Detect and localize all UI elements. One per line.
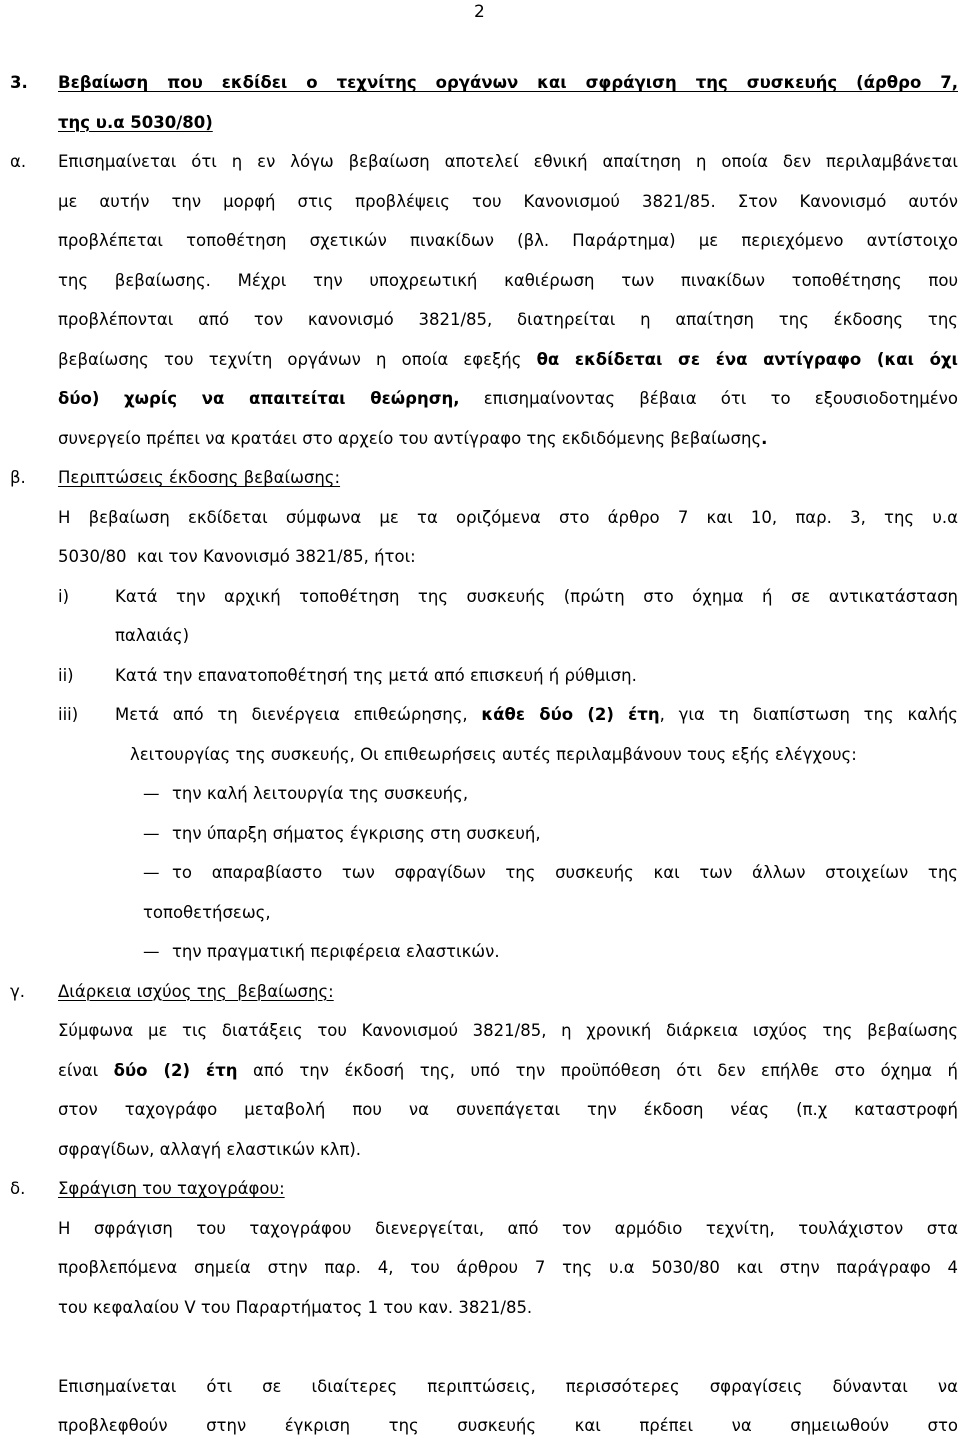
subheading-row xyxy=(0,1169,960,1209)
paragraph-line xyxy=(0,1288,960,1328)
part-d-label: δ. xyxy=(10,1179,26,1198)
plain-text: βεβαίωσης του τεχνίτη οργάνων η οποία εφεξής xyxy=(58,349,537,369)
dash-bullet: — xyxy=(143,942,160,961)
paragraph-line xyxy=(0,1209,960,1249)
part-a-line: προβλέπεται τοποθέτηση σχετικών πινακίδων (βλ. Παράρτημα) με περιεχόμενο αντίστοιχο xyxy=(58,231,958,250)
part-a-label: α. xyxy=(10,152,27,171)
part-c-line: σφραγίδων, αλλαγή ελαστικών κλπ). xyxy=(58,1139,362,1159)
check-item-text: την καλή λειτουργία της συσκευής, xyxy=(172,784,469,803)
part-a-line xyxy=(58,419,958,459)
part-a-line: Επισημαίνεται ότι η εν λόγω βεβαίωση αποτελεί εθνική απαίτηση η οποία δεν περιλαμβάνεται xyxy=(58,152,958,171)
section-title-line-2: της υ.α 5030/80) xyxy=(58,112,213,132)
bold-text: κάθε δύο (2) έτη xyxy=(481,705,660,724)
section-title-line-1: Βεβαίωση που εκδίδει ο τεχνίτης οργάνων και σφράγιση της συσκευής (άρθρο 7, xyxy=(58,73,958,92)
part-d-line: προβλεπόμενα σημεία στην παρ. 4, του άρθρου 7 της υ.α 5030/80 και στην παράγραφο 4 xyxy=(58,1258,958,1277)
check-item xyxy=(0,853,960,893)
check-item-continuation xyxy=(0,893,960,933)
paragraph-line xyxy=(0,182,960,222)
blank-line xyxy=(0,1327,960,1367)
section-heading-row xyxy=(0,63,960,103)
paragraph-line xyxy=(0,498,960,538)
part-b-label: β. xyxy=(10,468,26,487)
check-item-text: τοποθετήσεως, xyxy=(143,902,271,922)
paragraph-line xyxy=(0,1367,960,1407)
note-line: προβλεφθούν στην έγκριση της συσκευής και πρέπει να σημειωθούν στο xyxy=(58,1416,958,1435)
paragraph-line xyxy=(0,419,960,459)
part-d-heading-wrap xyxy=(58,1169,958,1209)
part-a-line: με αυτήν την μορφή στις προβλέψεις του Κανονισμού 3821/85. Στον Κανονισμό αυτόν xyxy=(58,191,958,211)
part-c-heading: Διάρκεια ισχύος της βεβαίωσης: xyxy=(58,981,334,1001)
paragraph-line xyxy=(0,379,960,419)
list-item-label: i) xyxy=(58,586,70,606)
check-item-text: το απαραβίαστο των σφραγίδων της συσκευής και των άλλων στοιχείων της xyxy=(172,863,958,882)
plain-text: Μετά από τη διενέργεια επιθεώρησης, xyxy=(115,705,482,724)
paragraph-line xyxy=(0,1051,960,1091)
part-c-label: γ. xyxy=(10,981,26,1001)
bold-text: θα εκδίδεται σε ένα αντίγραφο (και όχι xyxy=(536,349,958,369)
plain-text: επισημαίνοντας βέβαια ότι το εξουσιοδοτημένο xyxy=(459,389,958,408)
paragraph-line xyxy=(0,1090,960,1130)
part-a-line xyxy=(58,379,958,419)
list-item-continuation xyxy=(0,735,960,775)
list-item-text: παλαιάς) xyxy=(115,626,190,645)
paragraph-line xyxy=(0,537,960,577)
document-body xyxy=(0,63,960,1439)
part-c-heading-wrap xyxy=(58,972,958,1012)
list-item-text: Κατά την επανατοποθέτησή της μετά από επισκευή ή ρύθμιση. xyxy=(115,665,637,685)
part-c-line: Σύμφωνα με τις διατάξεις του Κανονισμού 3821/85, η χρονική διάρκεια ισχύος της βεβαίωσης xyxy=(58,1021,958,1040)
check-item xyxy=(0,774,960,814)
part-b-heading: Περιπτώσεις έκδοσης βεβαίωσης: xyxy=(58,468,341,487)
subheading-row xyxy=(0,972,960,1012)
paragraph-line xyxy=(0,221,960,261)
section-heading-row xyxy=(0,103,960,143)
paragraph-line xyxy=(0,142,960,182)
paragraph-line xyxy=(0,340,960,380)
list-item-label: iii) xyxy=(58,705,79,724)
section-number: 3. xyxy=(10,73,28,92)
part-a-line: της βεβαίωσης. Μέχρι την υποχρεωτική καθιέρωση των πινακίδων τοποθέτησης που xyxy=(58,270,958,290)
check-item-text: την ύπαρξη σήματος έγκρισης στη συσκευή, xyxy=(172,823,541,843)
check-item xyxy=(0,932,960,972)
dash-bullet: — xyxy=(143,784,160,803)
note-line: Επισημαίνεται ότι σε ιδιαίτερες περιπτώσεις, περισσότερες σφραγίσεις δύνανται να xyxy=(58,1376,958,1396)
dash-bullet: — xyxy=(143,823,160,843)
plain-text: είναι xyxy=(58,1060,114,1080)
list-item-label: ii) xyxy=(58,665,74,685)
plain-text: , για τη διαπίστωση της καλής xyxy=(659,705,958,724)
part-a-line xyxy=(58,340,958,380)
check-item xyxy=(0,814,960,854)
list-item xyxy=(0,695,960,735)
paragraph-line xyxy=(0,1011,960,1051)
list-item-text: λειτουργίας της συσκευής, Οι επιθεωρήσεις αυτές περιλαμβάνουν τους εξής ελέγχους: xyxy=(130,744,857,764)
part-b-intro-line: 5030/80 και τον Κανονισμό 3821/85, ήτοι: xyxy=(58,547,416,566)
bold-text: δύο (2) έτη xyxy=(113,1060,238,1080)
bold-text: . xyxy=(761,428,768,448)
part-d-line: του κεφαλαίου V του Παραρτήματος 1 του καν. 3821/85. xyxy=(58,1297,533,1317)
check-item-text: την πραγματική περιφέρεια ελαστικών. xyxy=(172,942,500,961)
list-item xyxy=(0,656,960,696)
list-item-text xyxy=(115,695,958,735)
part-d-heading: Σφράγιση του ταχογράφου: xyxy=(58,1179,285,1198)
plain-text: συνεργείο πρέπει να κρατάει στο αρχείο του αντίγραφο της εκδιδόμενης βεβαίωσης xyxy=(58,428,762,448)
paragraph-line xyxy=(0,1248,960,1288)
dash-bullet: — xyxy=(143,863,160,882)
page-number: 2 xyxy=(474,2,485,22)
subheading-row xyxy=(0,458,960,498)
part-a-line: προβλέπονται από τον κανονισμό 3821/85, διατηρείται η απαίτηση της έκδοσης της xyxy=(58,310,958,329)
paragraph-line xyxy=(0,1413,960,1439)
paragraph-line xyxy=(0,1130,960,1170)
part-b-heading-wrap xyxy=(58,458,958,498)
paragraph-line xyxy=(0,261,960,301)
part-c-line: στον ταχογράφο μεταβολή που να συνεπάγεται την έκδοση νέας (π.χ καταστροφή xyxy=(58,1100,958,1119)
part-c-line xyxy=(58,1051,958,1091)
list-item-text: Κατά την αρχική τοποθέτηση της συσκευής (πρώτη στο όχημα ή σε αντικατάσταση xyxy=(115,586,958,606)
list-item xyxy=(0,577,960,617)
paragraph-line xyxy=(0,300,960,340)
list-item-continuation xyxy=(0,616,960,656)
part-d-line: Η σφράγιση του ταχογράφου διενεργείται, από τον αρμόδιο τεχνίτη, τουλάχιστον στα xyxy=(58,1218,958,1238)
part-b-intro-line: Η βεβαίωση εκδίδεται σύμφωνα με τα οριζόμενα στο άρθρο 7 και 10, παρ. 3, της υ.α xyxy=(58,507,958,527)
bold-text: δύο) χωρίς να απαιτείται θεώρηση, xyxy=(58,389,460,408)
plain-text: από την έκδοσή της, υπό την προϋπόθεση ότι δεν επήλθε στο όχημα ή xyxy=(237,1060,958,1080)
